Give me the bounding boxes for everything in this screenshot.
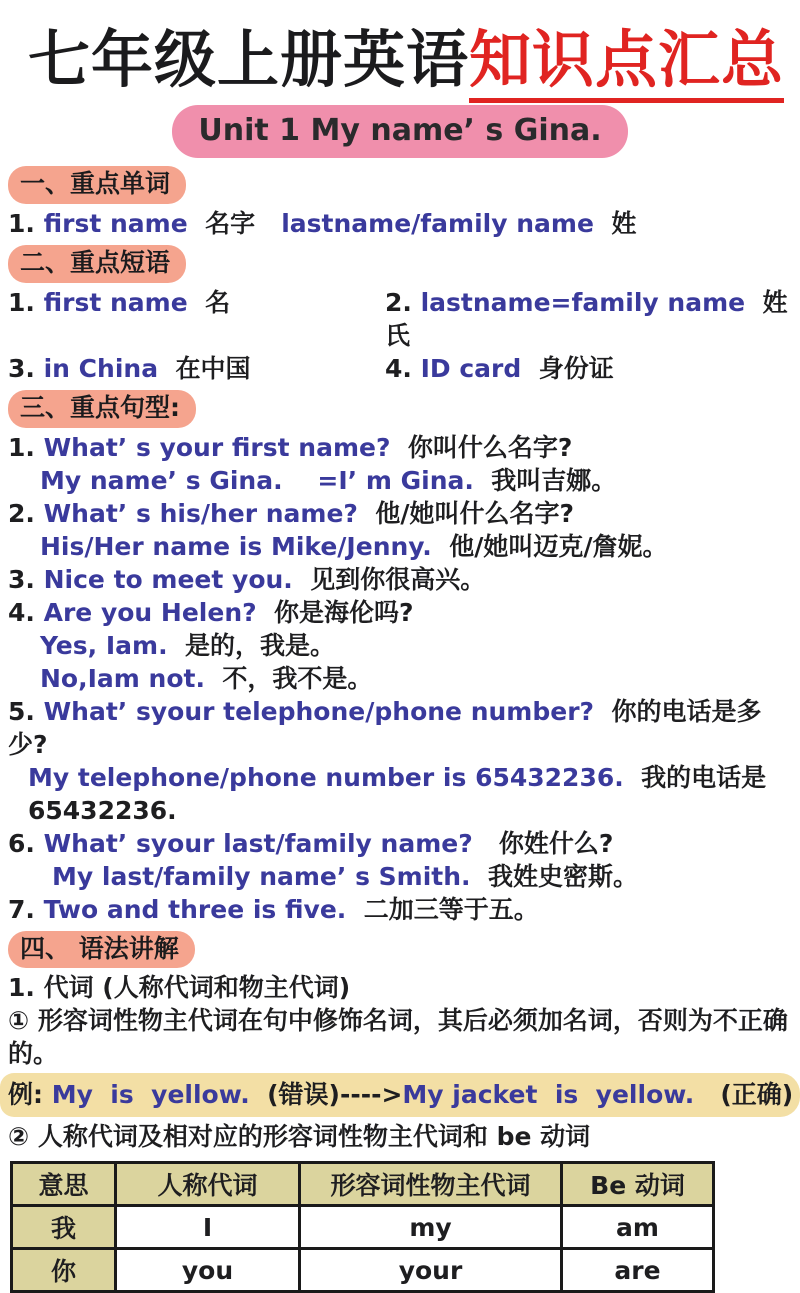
table-row — [12, 1206, 714, 1249]
text-segment: My jacket is yellow. — [402, 1080, 695, 1110]
pronoun-table — [10, 1161, 715, 1293]
section-badge-row — [0, 390, 800, 428]
text-line — [0, 1004, 800, 1037]
text-segment: What’ syour last/family name? — [43, 828, 473, 858]
text-segment: 1. — [8, 432, 44, 462]
column-left-item — [0, 352, 385, 385]
text-segment: lastname/family name — [281, 209, 594, 239]
section-badge: 四、 语法讲解 — [8, 931, 195, 969]
text-line — [0, 497, 800, 530]
section-badge-row — [0, 245, 800, 283]
title-black-part: 七年级上册英语 — [28, 23, 470, 96]
text-segment: lastname=family name — [420, 287, 746, 317]
text-segment: My is yellow. — [51, 1080, 250, 1110]
text-line — [0, 662, 800, 695]
text-segment: 姓 — [593, 209, 637, 239]
text-segment: 1. — [8, 209, 44, 239]
text-segment: 3. — [8, 353, 44, 383]
highlighted-text-line — [0, 1073, 800, 1117]
text-segment: (错误)----> — [249, 1080, 403, 1110]
text-segment: 二加三等于五。 — [346, 894, 539, 924]
table-cell-meaning: 我 — [12, 1206, 116, 1249]
table-cell-be: are — [562, 1249, 714, 1292]
table-header-meaning: 意思 — [12, 1163, 116, 1206]
text-segment: 1. — [8, 287, 44, 317]
text-segment: 4. — [385, 353, 421, 383]
text-line — [0, 695, 800, 761]
text-segment: 我姓史密斯。 — [470, 861, 638, 891]
text-line — [0, 530, 800, 563]
title-red-part: 知识点汇总 — [469, 23, 784, 103]
table-header-be-verb: Be 动词 — [562, 1163, 714, 1206]
column-right-item — [385, 352, 800, 385]
text-segment: 你叫什么名字? — [390, 432, 573, 462]
text-line — [0, 1120, 800, 1153]
page-title — [0, 24, 800, 95]
table-cell-be: am — [562, 1206, 714, 1249]
table-cell-possessive: your — [300, 1249, 562, 1292]
text-segment: 1. 代词 (人称代词和物主代词) — [8, 973, 351, 1003]
table-cell-pronoun: you — [116, 1249, 300, 1292]
text-segment: 2. — [8, 498, 44, 528]
text-segment: ② 人称代词及相对应的形容词性物主代词和 be 动词 — [8, 1122, 591, 1152]
text-segment: 是的，我是。 — [167, 630, 335, 660]
text-segment: 身份证 — [521, 353, 614, 383]
section-badge-row — [0, 166, 800, 204]
two-column-row — [0, 352, 800, 385]
text-segment: My name’ s Gina. =I’ m Gina. — [40, 465, 474, 495]
column-left-item — [0, 286, 385, 352]
text-segment: 例: — [8, 1080, 52, 1110]
section-badge: 三、重点句型: — [8, 390, 196, 428]
text-segment: in China — [43, 353, 159, 383]
text-segment: 的。 — [8, 1039, 59, 1069]
text-line — [0, 563, 800, 596]
text-line — [0, 1037, 800, 1070]
text-segment: 你是海伦吗? — [256, 597, 414, 627]
table-cell-meaning: 你 — [12, 1249, 116, 1292]
text-segment: What’ s his/her name? — [43, 498, 358, 528]
column-right-item — [385, 286, 800, 352]
text-segment: 5. — [8, 696, 44, 726]
text-segment: 见到你很高兴。 — [292, 564, 486, 594]
text-segment: (正确) — [694, 1080, 794, 1110]
text-segment: Are you Helen? — [43, 597, 257, 627]
text-segment: first name — [43, 287, 188, 317]
text-segment: 他/她叫什么名字? — [357, 498, 574, 528]
text-segment: 名字 — [187, 209, 282, 239]
section-badge: 二、重点短语 — [8, 245, 186, 283]
text-line — [0, 629, 800, 662]
pronoun-table-wrap — [10, 1161, 800, 1293]
section-badge: 一、重点单词 — [8, 166, 186, 204]
text-line — [0, 971, 800, 1004]
section-badge-row — [0, 931, 800, 969]
text-segment: Yes, Iam. — [40, 630, 168, 660]
text-segment: first name — [43, 209, 188, 239]
unit-badge: Unit 1 My name’ s Gina. — [172, 105, 627, 158]
text-segment: No,Iam not. — [40, 663, 205, 693]
table-header-possessive-adjective: 形容词性物主代词 — [300, 1163, 562, 1206]
text-segment: 在中国 — [158, 353, 251, 383]
table-cell-possessive: my — [300, 1206, 562, 1249]
text-segment: 7. — [8, 894, 44, 924]
text-segment: His/Her name is Mike/Jenny. — [40, 531, 432, 561]
text-line — [0, 596, 800, 629]
text-line — [0, 860, 800, 893]
text-segment: 名 — [187, 287, 231, 317]
text-segment: My last/family name’ s Smith. — [52, 861, 471, 891]
text-segment: What’ syour telephone/phone number? — [43, 696, 595, 726]
text-segment: Two and three is five. — [43, 894, 347, 924]
text-segment: ID card — [420, 353, 522, 383]
text-segment: My telephone/phone number is 65432236. — [28, 762, 624, 792]
text-line — [0, 827, 800, 860]
text-segment: 2. — [385, 287, 421, 317]
text-line — [0, 207, 800, 240]
unit-badge-row — [0, 105, 800, 158]
table-row — [12, 1249, 714, 1292]
text-segment: 你的电话是多少? — [8, 696, 762, 759]
text-segment: 姓氏 — [385, 287, 788, 350]
table-header-personal-pronoun: 人称代词 — [116, 1163, 300, 1206]
text-line — [0, 431, 800, 464]
text-segment: 4. — [8, 597, 44, 627]
text-line — [0, 761, 800, 827]
two-column-row — [0, 286, 800, 352]
text-segment: 6. — [8, 828, 44, 858]
text-segment: 我叫吉娜。 — [473, 465, 617, 495]
table-cell-pronoun: I — [116, 1206, 300, 1249]
text-line — [0, 893, 800, 926]
text-segment: 不，我不是。 — [204, 663, 373, 693]
text-line — [0, 464, 800, 497]
text-segment: 3. — [8, 564, 44, 594]
text-segment: 我的电话是 65432236. — [28, 762, 775, 825]
text-segment: What’ s your first name? — [43, 432, 391, 462]
text-segment: ① 形容词性物主代词在句中修饰名词，其后必须加名词，否则为不正确 — [8, 1006, 788, 1036]
text-segment: 你姓什么? — [472, 828, 614, 858]
text-segment: 他/她叫迈克/詹妮。 — [431, 531, 668, 561]
text-segment: Nice to meet you. — [43, 564, 293, 594]
content-flow — [0, 166, 800, 1153]
table-header-row — [12, 1163, 714, 1206]
